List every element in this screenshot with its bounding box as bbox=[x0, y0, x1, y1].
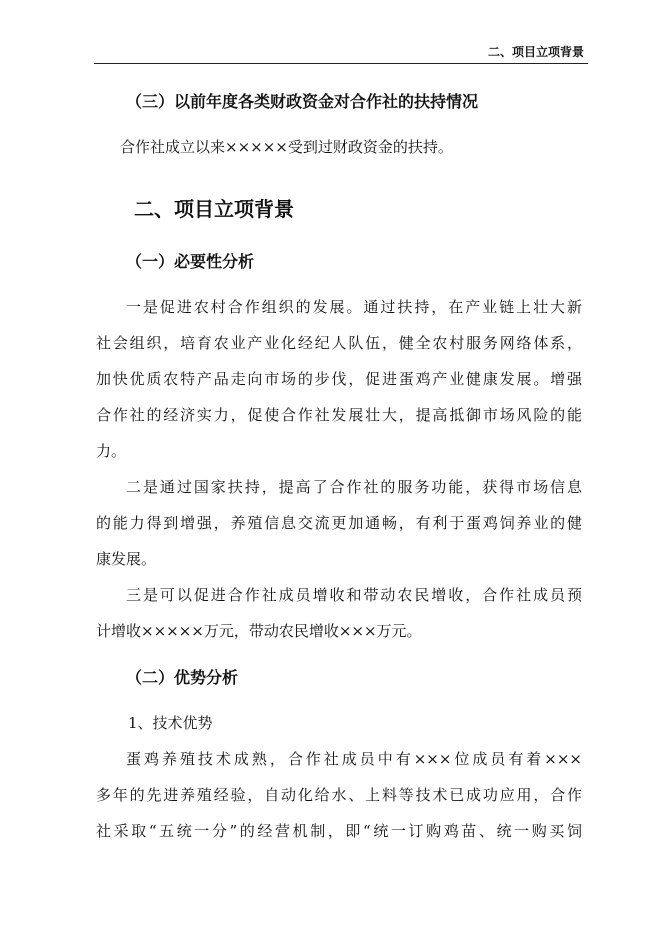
section-2-1-heading: （一）必要性分析 bbox=[126, 252, 255, 271]
header-rule bbox=[94, 63, 588, 64]
section-2-2-heading: （二）优势分析 bbox=[126, 668, 239, 687]
paragraph-line: 计增收×××××万元，带动农民增收×××万元。 bbox=[96, 622, 422, 640]
paragraph-line: 多年的先进养殖经验，自动化给水、上料等技术已成功应用，合作 bbox=[96, 786, 582, 804]
paragraph-line: 康发展。 bbox=[96, 550, 157, 568]
item-1-title: 1、技术优势 bbox=[128, 714, 213, 732]
paragraph-line: 三是可以促进合作社成员增收和带动农民增收，合作社成员预 bbox=[126, 586, 582, 604]
paragraph-line: 社会组织，培育农业产业化经纪人队伍，健全农村服务网络体系， bbox=[96, 334, 582, 352]
paragraph-line: 二是通过国家扶持，提高了合作社的服务功能，获得市场信息 bbox=[126, 478, 582, 496]
section-3-heading: （三）以前年度各类财政资金对合作社的扶持情况 bbox=[126, 92, 479, 111]
paragraph-line: 蛋鸡养殖技术成熟，合作社成员中有×××位成员有着××× bbox=[126, 750, 582, 768]
paragraph-line: 加快优质农特产品走向市场的步伐，促进蛋鸡产业健康发展。增强 bbox=[96, 370, 582, 388]
running-header: 二、项目立项背景 bbox=[487, 45, 584, 59]
paragraph-line: 的能力得到增强，养殖信息交流更加通畅，有利于蛋鸡饲养业的健 bbox=[96, 514, 582, 532]
paragraph-line: 社采取“五统一分”的经营机制，即“统一订购鸡苗、统一购买饲 bbox=[96, 822, 582, 840]
paragraph-line: 力。 bbox=[96, 442, 127, 460]
chapter-2-heading: 二、项目立项背景 bbox=[134, 197, 294, 221]
paragraph-line: 合作社的经济实力，促使合作社发展壮大，提高抵御市场风险的能 bbox=[96, 406, 582, 424]
section-3-text: 合作社成立以来×××××受到过财政资金的扶持。 bbox=[120, 138, 453, 156]
paragraph-line: 一是促进农村合作组织的发展。通过扶持，在产业链上壮大新 bbox=[126, 298, 582, 316]
